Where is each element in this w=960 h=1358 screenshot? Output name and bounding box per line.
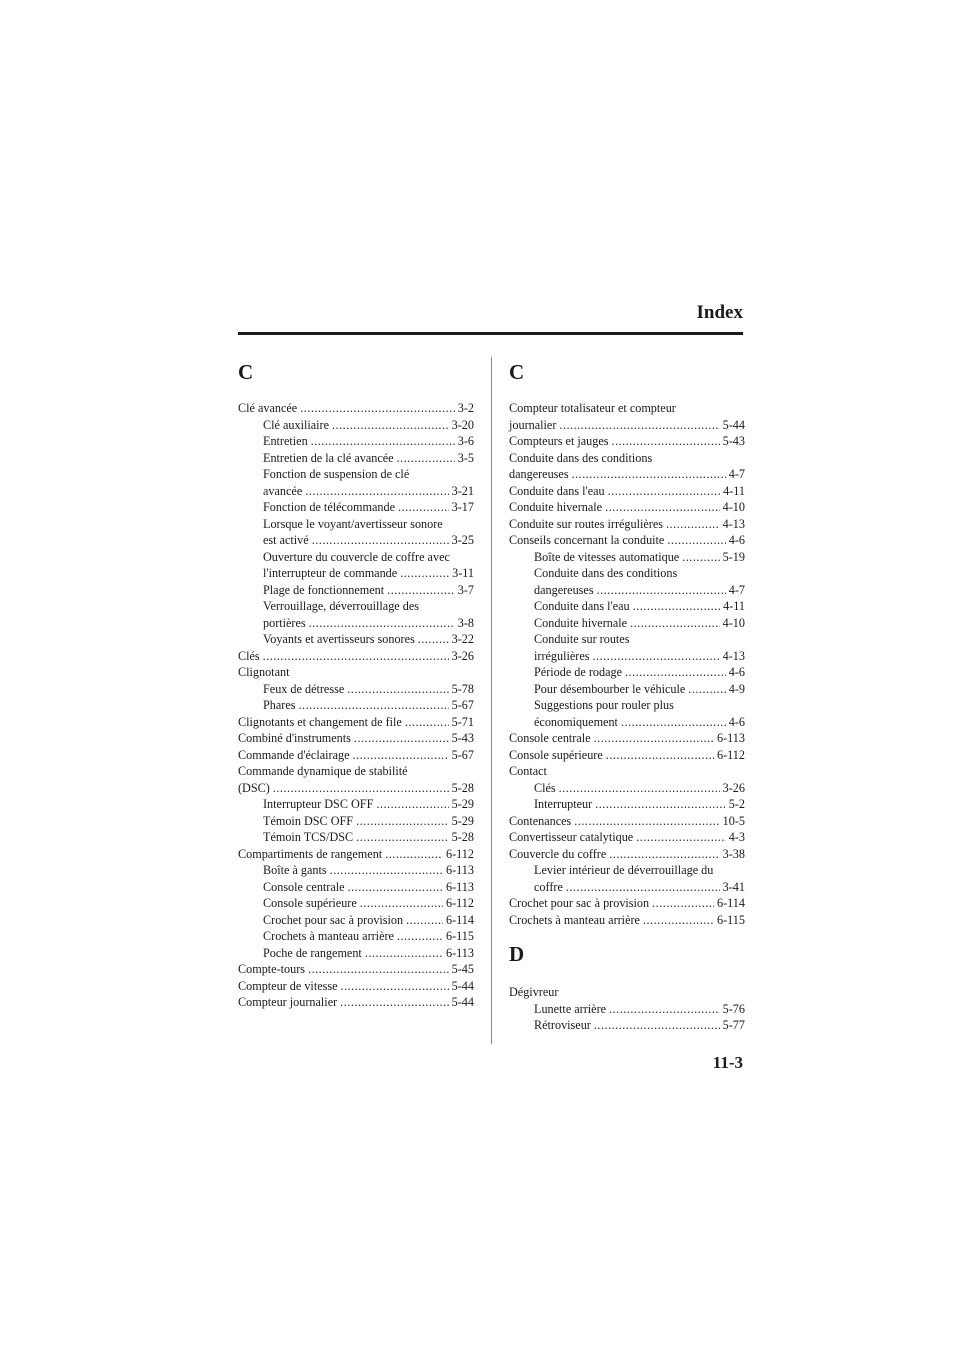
dot-leader — [385, 846, 443, 863]
dot-leader — [667, 532, 725, 549]
entry-page-ref: 5-44 — [451, 978, 474, 993]
index-subentry — [238, 450, 474, 467]
dot-leader — [300, 400, 455, 417]
entry-label: Phares — [263, 698, 296, 712]
entry-page-ref: 5-28 — [451, 780, 474, 795]
entry-page-ref: 3-5 — [457, 450, 474, 465]
index-subentry — [509, 697, 745, 714]
entry-page-ref: 4-10 — [722, 615, 745, 630]
entry-label: Crochets à manteau arrière — [263, 929, 394, 943]
index-subentry — [238, 565, 474, 582]
entry-label: Interrupteur — [534, 797, 593, 811]
entry-label: Clé avancée — [238, 401, 298, 415]
entry-page-ref: 3-7 — [457, 582, 474, 597]
index-entry — [509, 912, 745, 929]
dot-leader — [299, 697, 449, 714]
entry-label: Fonction de télécommande — [263, 500, 395, 514]
entry-page-ref: 3-17 — [451, 500, 474, 514]
dot-leader — [263, 648, 449, 665]
index-entry — [238, 763, 474, 780]
index-entry — [509, 813, 745, 830]
entry-label: Plage de fonctionnement — [263, 582, 385, 597]
index-entry — [509, 747, 745, 764]
index-subentry — [238, 598, 474, 615]
index-subentry — [509, 565, 745, 582]
entry-page-ref: 4-9 — [728, 681, 745, 696]
entry-label: avancée — [263, 483, 303, 498]
entry-label: dangereuses — [509, 467, 569, 481]
entry-label: Clés — [534, 780, 556, 795]
entry-page-ref: 3-22 — [451, 632, 474, 646]
entry-label: dangereuses — [534, 582, 594, 597]
entry-page-ref: 3-21 — [451, 483, 474, 498]
page-number: 11-3 — [712, 1053, 743, 1072]
dot-leader — [405, 714, 449, 731]
index-entry — [509, 516, 745, 533]
dot-leader — [354, 730, 449, 747]
dot-leader — [387, 582, 455, 599]
entry-page-ref: 5-2 — [728, 797, 745, 811]
dot-leader — [630, 615, 720, 632]
entry-label: Rétroviseur — [534, 1018, 591, 1032]
entry-page-ref: 5-71 — [451, 714, 474, 729]
right-index-column — [509, 362, 745, 1034]
entry-label: Clignotants et changement de file — [238, 714, 402, 729]
entry-label: l'interrupteur de commande — [263, 566, 398, 580]
index-entry — [509, 433, 745, 450]
dot-leader — [643, 912, 714, 929]
entry-page-ref: 6-112 — [717, 747, 745, 762]
dot-leader — [609, 1001, 720, 1018]
dot-leader — [688, 681, 725, 698]
entry-page-ref: 3-25 — [451, 533, 474, 547]
index-subentry — [238, 516, 474, 533]
dot-leader — [365, 945, 443, 962]
dot-leader — [621, 714, 726, 731]
index-subentry — [509, 549, 745, 566]
dot-leader — [353, 747, 449, 764]
dot-leader — [356, 829, 448, 846]
index-entry-list — [509, 400, 745, 928]
index-subentry — [238, 945, 474, 962]
dot-leader — [418, 631, 449, 648]
dot-leader — [356, 813, 449, 830]
index-entry — [238, 730, 474, 747]
entry-label: Combiné d'instruments — [238, 731, 351, 745]
index-entry — [238, 714, 474, 731]
index-subentry — [238, 912, 474, 929]
index-subentry — [509, 598, 745, 615]
dot-leader — [406, 912, 443, 929]
index-subentry — [238, 928, 474, 945]
index-subentry — [238, 417, 474, 434]
index-subentry — [509, 796, 745, 813]
entry-page-ref: 5-67 — [451, 698, 474, 712]
entry-page-ref: 4-6 — [728, 533, 745, 547]
entry-page-ref: 5-76 — [722, 1001, 745, 1016]
entry-label: Entretien de la clé avancée — [263, 450, 394, 465]
entry-page-ref: 5-19 — [722, 549, 745, 564]
index-entry — [238, 961, 474, 978]
entry-label: Voyants et avertisseurs sonores — [263, 632, 415, 646]
index-subentry — [509, 664, 745, 681]
index-entry — [509, 400, 745, 417]
index-subentry — [509, 681, 745, 698]
entry-page-ref: 5-28 — [451, 830, 474, 844]
entry-page-ref: 6-113 — [446, 863, 474, 877]
entry-label: Poche de rangement — [263, 945, 362, 960]
entry-page-ref: 5-44 — [451, 995, 474, 1009]
entry-page-ref: 3-38 — [722, 846, 745, 861]
entry-label: Couvercle du coffre — [509, 846, 607, 861]
entry-label: Lunette arrière — [534, 1001, 607, 1016]
entry-page-ref: 4-13 — [722, 648, 745, 663]
entry-label: Boîte à gants — [263, 863, 327, 877]
entry-page-ref: 6-112 — [446, 896, 474, 910]
dot-leader — [606, 747, 714, 764]
entry-label: économiquement — [534, 714, 618, 729]
entry-label: Témoin TCS/DSC — [263, 830, 354, 844]
entry-page-ref: 5-45 — [451, 962, 474, 976]
entry-label: est activé — [263, 533, 309, 547]
header-rule — [238, 332, 743, 335]
entry-label: irrégulières — [534, 648, 590, 663]
index-subentry — [238, 532, 474, 549]
entry-label: Conduite hivernale — [509, 500, 603, 514]
dot-leader — [666, 516, 720, 533]
entry-label: Commande dynamique de stabilité — [238, 764, 408, 778]
entry-page-ref: 6-114 — [446, 912, 474, 927]
entry-label: journalier — [509, 417, 557, 432]
dot-leader — [305, 483, 448, 500]
entry-page-ref: 6-114 — [717, 896, 745, 910]
dot-leader — [605, 499, 720, 516]
entry-label: Compteur totalisateur et compteur — [509, 401, 676, 415]
index-subentry — [238, 499, 474, 516]
dot-leader — [397, 450, 455, 467]
entry-label: Console centrale — [509, 731, 591, 745]
index-entry — [509, 483, 745, 500]
entry-label: Console supérieure — [263, 896, 357, 910]
index-entry — [509, 532, 745, 549]
entry-label: Conduite sur routes irrégulières — [509, 516, 663, 531]
index-entry — [509, 846, 745, 863]
dot-leader — [348, 879, 443, 896]
dot-leader — [312, 532, 449, 549]
entry-label: Levier intérieur de déverrouillage du — [534, 863, 714, 877]
dot-leader — [347, 681, 448, 698]
index-entry — [238, 400, 474, 417]
dot-leader — [682, 549, 719, 566]
entry-page-ref: 4-13 — [722, 516, 745, 531]
index-subentry — [238, 862, 474, 879]
entry-label: Conduite dans l'eau — [534, 599, 630, 613]
index-subentry — [238, 582, 474, 599]
index-entry — [509, 417, 745, 434]
entry-label: Entretien — [263, 434, 308, 448]
entry-label: Fonction de suspension de clé — [263, 467, 410, 481]
entry-label: Ouverture du couvercle de coffre avec — [263, 549, 450, 564]
entry-page-ref: 3-8 — [457, 615, 474, 630]
dot-leader — [311, 433, 455, 450]
entry-page-ref: 3-20 — [451, 417, 474, 432]
section-letter: D — [509, 942, 525, 966]
index-subentry — [509, 879, 745, 896]
dot-leader — [652, 895, 714, 912]
index-subentry — [238, 433, 474, 450]
page-header-title: Index — [696, 302, 743, 323]
index-entry — [509, 763, 745, 780]
entry-label: Conseils concernant la conduite — [509, 533, 665, 547]
entry-page-ref: 3-11 — [452, 566, 474, 580]
entry-label: Crochet pour sac à provision — [263, 912, 404, 927]
index-subentry — [238, 681, 474, 698]
index-subentry — [509, 714, 745, 731]
entry-label: Lorsque le voyant/avertisseur sonore — [263, 516, 443, 531]
entry-label: Compteurs et jauges — [509, 434, 609, 448]
dot-leader — [597, 582, 726, 599]
index-subentry — [509, 631, 745, 648]
entry-label: Clé auxiliaire — [263, 417, 329, 432]
entry-page-ref: 3-26 — [722, 780, 745, 795]
entry-page-ref: 3-2 — [457, 401, 474, 415]
entry-label: Contenances — [509, 813, 572, 828]
index-subentry — [509, 862, 745, 879]
entry-page-ref: 4-11 — [723, 599, 745, 613]
dot-leader — [633, 598, 720, 615]
entry-label: Crochet pour sac à provision — [509, 896, 650, 910]
left-index-column — [238, 362, 474, 1011]
entry-page-ref: 4-10 — [722, 500, 745, 514]
entry-page-ref: 5-43 — [722, 434, 745, 448]
dot-leader — [608, 483, 720, 500]
dot-leader — [572, 466, 726, 483]
dot-leader — [400, 565, 449, 582]
entry-label: Compte-tours — [238, 962, 306, 976]
entry-label: Conduite dans des conditions — [509, 450, 653, 465]
entry-page-ref: 4-3 — [728, 830, 745, 844]
entry-page-ref: 4-7 — [728, 467, 745, 481]
entry-page-ref: 5-43 — [451, 731, 474, 745]
index-subentry — [238, 895, 474, 912]
index-subentry — [509, 582, 745, 599]
dot-leader — [360, 895, 443, 912]
index-entry — [509, 466, 745, 483]
entry-label: coffre — [534, 879, 563, 894]
dot-leader — [332, 417, 449, 434]
dot-leader — [559, 417, 719, 434]
dot-leader — [273, 780, 449, 797]
entry-page-ref: 4-7 — [728, 582, 745, 597]
dot-leader — [559, 780, 720, 797]
dot-leader — [340, 994, 448, 1011]
dot-leader — [566, 879, 720, 896]
index-subentry — [509, 780, 745, 797]
dot-leader — [574, 813, 719, 830]
dot-leader — [625, 664, 726, 681]
entry-label: Suggestions pour rouler plus — [534, 698, 674, 712]
entry-page-ref: 4-6 — [728, 714, 745, 729]
index-entry — [509, 499, 745, 516]
dot-leader — [594, 730, 714, 747]
entry-page-ref: 5-29 — [451, 797, 474, 811]
entry-page-ref: 5-44 — [722, 417, 745, 432]
entry-page-ref: 5-78 — [451, 681, 474, 696]
dot-leader — [636, 829, 726, 846]
entry-label: portières — [263, 615, 306, 630]
dot-leader — [612, 433, 720, 450]
entry-label: Conduite hivernale — [534, 615, 628, 630]
index-entry — [238, 846, 474, 863]
dot-leader — [309, 615, 455, 632]
index-subentry — [238, 549, 474, 566]
index-subentry — [238, 697, 474, 714]
index-entry — [509, 895, 745, 912]
entry-label: Boîte de vitesses automatique — [534, 549, 680, 564]
entry-label: Console supérieure — [509, 747, 603, 762]
index-subentry — [238, 879, 474, 896]
index-entry — [509, 450, 745, 467]
entry-page-ref: 5-77 — [722, 1018, 745, 1032]
dot-leader — [341, 978, 449, 995]
section-letter: C — [509, 360, 525, 384]
index-subentry — [238, 813, 474, 830]
index-entry-list — [238, 400, 474, 1011]
entry-label: Conduite dans des conditions — [534, 566, 678, 580]
dot-leader — [398, 499, 449, 516]
entry-page-ref: 6-113 — [717, 731, 745, 745]
entry-page-ref: 3-26 — [451, 648, 474, 663]
entry-label: Période de rodage — [534, 665, 622, 679]
dot-leader — [594, 1017, 720, 1034]
entry-label: Console centrale — [263, 879, 345, 894]
entry-page-ref: 6-115 — [717, 912, 745, 927]
entry-label: Clés — [238, 648, 260, 663]
entry-page-ref: 10-5 — [722, 813, 745, 828]
dot-leader — [593, 648, 720, 665]
section-letter: C — [238, 360, 254, 384]
entry-page-ref: 6-112 — [446, 846, 474, 861]
entry-page-ref: 3-41 — [722, 879, 745, 894]
entry-label: Témoin DSC OFF — [263, 813, 354, 828]
entry-label: Contact — [509, 764, 547, 778]
dot-leader — [376, 796, 448, 813]
entry-label: Verrouillage, déverrouillage des — [263, 599, 420, 613]
index-subentry — [238, 631, 474, 648]
entry-label: Conduite sur routes — [534, 632, 630, 646]
index-entry — [238, 780, 474, 797]
entry-label: Dégivreur — [509, 985, 559, 999]
index-entry — [509, 730, 745, 747]
entry-label: Crochets à manteau arrière — [509, 912, 640, 927]
index-entry — [509, 984, 745, 1001]
entry-page-ref: 4-6 — [728, 665, 745, 679]
index-entry — [238, 664, 474, 681]
index-subentry — [238, 466, 474, 483]
index-entry — [238, 994, 474, 1011]
index-entry — [238, 978, 474, 995]
dot-leader — [397, 928, 443, 945]
entry-label: Feux de détresse — [263, 681, 345, 696]
index-subentry — [509, 1001, 745, 1018]
entry-label: Compteur journalier — [238, 995, 338, 1009]
entry-label: Compartiments de rangement — [238, 846, 383, 861]
entry-page-ref: 6-113 — [446, 945, 474, 960]
index-entry — [238, 747, 474, 764]
entry-page-ref: 3-6 — [457, 434, 474, 448]
entry-page-ref: 5-67 — [451, 747, 474, 762]
index-subentry — [238, 483, 474, 500]
entry-label: Clignotant — [238, 665, 290, 679]
entry-page-ref: 6-115 — [446, 929, 474, 943]
index-subentry — [238, 615, 474, 632]
entry-label: (DSC) — [238, 780, 270, 795]
index-subentry — [509, 648, 745, 665]
dot-leader — [308, 961, 449, 978]
entry-label: Commande d'éclairage — [238, 747, 350, 762]
dot-leader — [330, 862, 443, 879]
entry-page-ref: 4-11 — [723, 483, 745, 498]
entry-label: Conduite dans l'eau — [509, 483, 605, 498]
entry-label: Interrupteur DSC OFF — [263, 797, 374, 811]
index-subentry — [509, 1017, 745, 1034]
entry-label: Convertisseur catalytique — [509, 830, 634, 844]
index-subentry — [238, 829, 474, 846]
entry-page-ref: 5-29 — [451, 813, 474, 828]
column-divider — [491, 357, 492, 1044]
index-entry-list — [509, 984, 745, 1034]
index-entry — [509, 829, 745, 846]
dot-leader — [595, 796, 726, 813]
entry-label: Compteur de vitesse — [238, 978, 338, 993]
dot-leader — [609, 846, 719, 863]
index-subentry — [509, 615, 745, 632]
entry-page-ref: 6-113 — [446, 879, 474, 894]
index-subentry — [238, 796, 474, 813]
entry-label: Pour désembourber le véhicule — [534, 681, 686, 696]
index-entry — [238, 648, 474, 665]
